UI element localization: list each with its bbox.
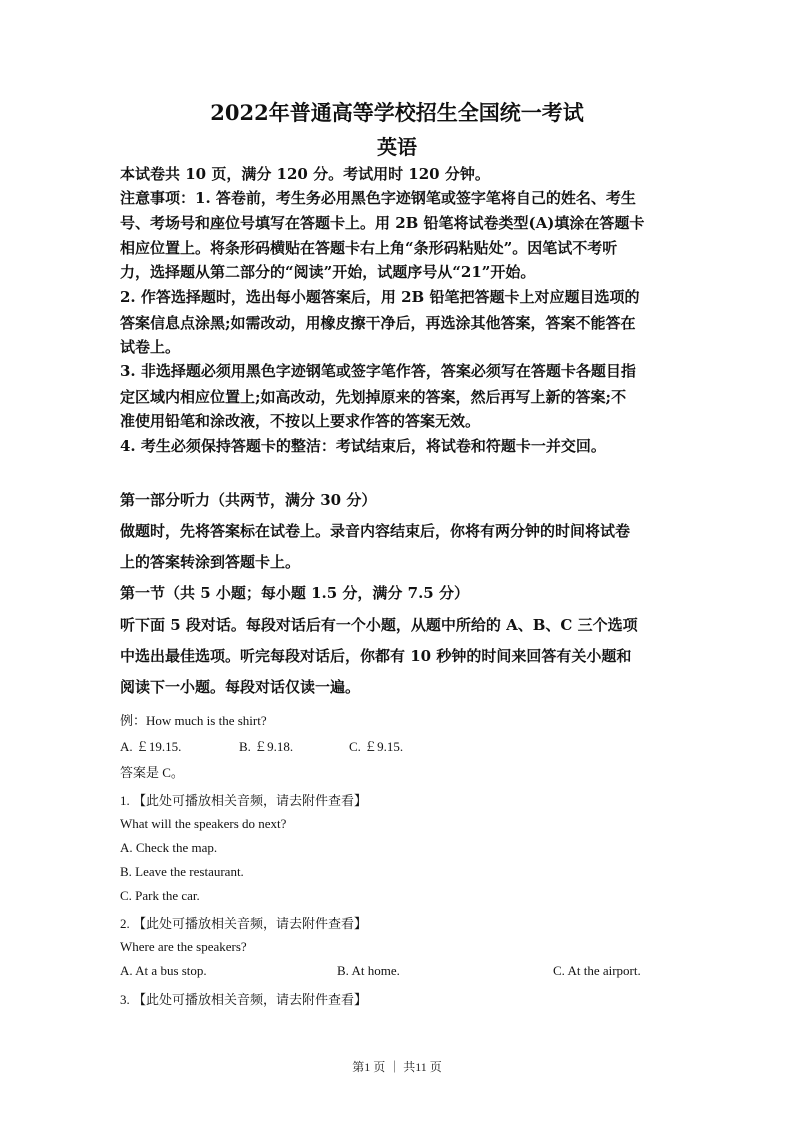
- part1-desc-line: 上的答案转涂到答题卡上。: [120, 553, 301, 571]
- section1-desc-line: 中选出最佳选项。听完每段对话后，你都有 10 秒钟的时间来回答有关小题和: [120, 647, 632, 665]
- subject-title: 英语: [377, 135, 417, 159]
- q2-question: Where are the speakers?: [120, 939, 247, 954]
- part1-desc-line: 做题时，先将答案标在试卷上。录音内容结束后，你将有两分钟的时间将试卷: [120, 522, 631, 540]
- q1-option-a: A. Check the map.: [120, 840, 218, 855]
- instruction-line: 相应位置上。将条形码横贴在答题卡右上角“条形码粘贴处”。因笔试不考听: [120, 239, 618, 257]
- part1-heading: 第一部分听力（共两节，满分 30 分）: [120, 491, 377, 509]
- section1-desc-line: 听下面 5 段对话。每段对话后有一个小题，从题中所给的 A、B、C 三个选项: [120, 616, 638, 634]
- example-question: 例：How much is the shirt?: [120, 713, 267, 728]
- q1-option-c: C. Park the car.: [120, 888, 200, 903]
- instruction-line: 本试卷共 10 页，满分 120 分。考试用时 120 分钟。: [120, 165, 490, 183]
- q2-audio-placeholder: 2. 【此处可播放相关音频，请去附件查看】: [120, 916, 368, 931]
- q1-question: What will the speakers do next?: [120, 816, 287, 831]
- instruction-line: 答案信息点涂黑;如需改动，用橡皮擦干净后，再选涂其他答案，答案不能答在: [120, 314, 636, 332]
- instruction-line: 注意事项：1. 答卷前，考生务必用黑色字迹钢笔或签字笔将自己的姓名、考生: [120, 189, 636, 207]
- example-option-c: C. ￡9.15.: [349, 739, 404, 754]
- instruction-line: 定区域内相应位置上;如高改动，先划掉原来的答案，然后再写上新的答案;不: [120, 388, 627, 406]
- q1-audio-placeholder: 1. 【此处可播放相关音频，请去附件查看】: [120, 793, 368, 808]
- instruction-line: 力，选择题从第二部分的“阅读”开始，试题序号从“21”开始。: [120, 263, 536, 281]
- instruction-line: 号、考场号和座位号填写在答题卡上。用 2B 铅笔将试卷类型(A)填涂在答题卡: [120, 214, 645, 232]
- example-answer: 答案是 C。: [120, 765, 184, 780]
- instruction-line: 2. 作答选择题时，选出每小题答案后，用 2B 铅笔把答题卡上对应题目选项的: [120, 288, 640, 306]
- instruction-line: 准使用铅笔和涂改液，不按以上要求作答的答案无效。: [120, 412, 481, 430]
- q2-option-c: C. At the airport.: [553, 963, 641, 978]
- example-option-b: B. ￡9.18.: [239, 739, 294, 754]
- section1-desc-line: 阅读下一小题。每段对话仅读一遍。: [120, 678, 361, 696]
- instruction-line: 试卷上。: [120, 338, 181, 356]
- instruction-line: 3. 非选择题必须用黑色字迹钢笔或签字笔作答，答案必须写在答题卡各题目指: [120, 362, 636, 380]
- example-option-a: A. ￡19.15.: [120, 739, 182, 754]
- exam-title: 2022年普通高等学校招生全国统一考试: [210, 100, 584, 125]
- q1-option-b: B. Leave the restaurant.: [120, 864, 244, 879]
- section1-heading: 第一节（共 5 小题；每小题 1.5 分，满分 7.5 分）: [120, 584, 469, 602]
- q2-option-b: B. At home.: [337, 963, 400, 978]
- q2-option-a: A. At a bus stop.: [120, 963, 207, 978]
- q3-audio-placeholder: 3. 【此处可播放相关音频，请去附件查看】: [120, 992, 368, 1007]
- page-footer: 第1 页 ｜ 共11 页: [352, 1060, 442, 1074]
- instruction-line: 4. 考生必须保持答题卡的整洁：考试结束后，将试卷和符题卡一并交回。: [120, 437, 606, 455]
